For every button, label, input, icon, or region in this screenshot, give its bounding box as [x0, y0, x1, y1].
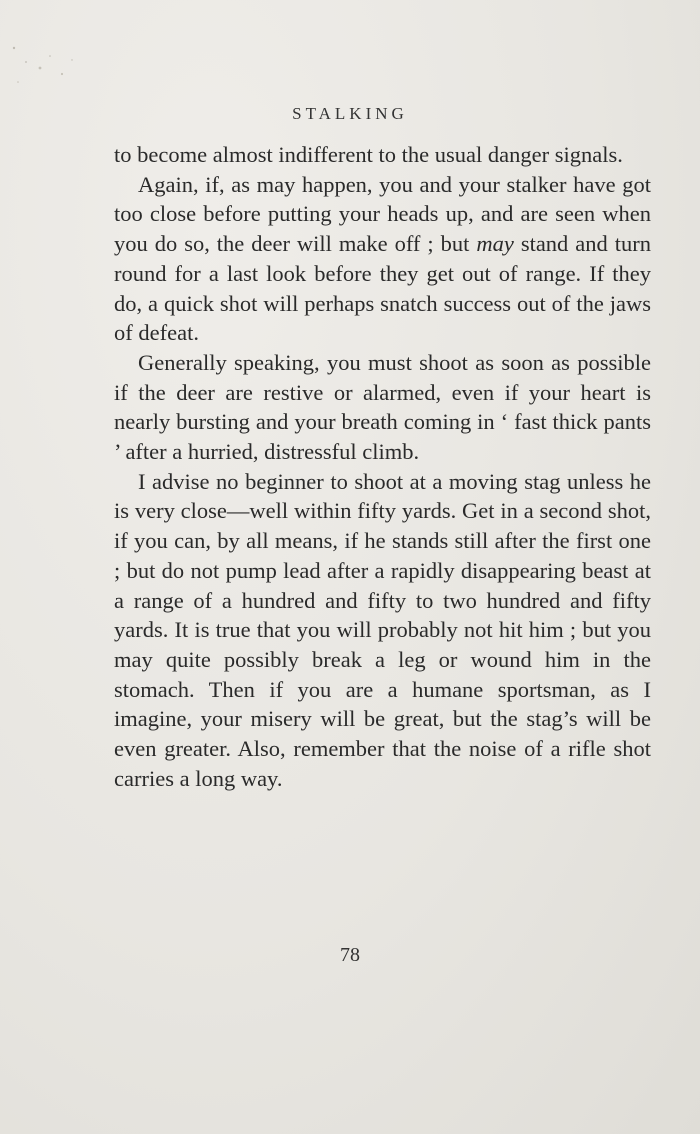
paragraph-2-text-after: stand and turn round for a last look before they get out of range. If they do, a quick shot will perhaps snatch success out of the jaws of defeat. — [114, 231, 651, 346]
paragraph-2 — [114, 170, 651, 348]
paragraph-2-text-before: Again, if, as may happen, you and your stalker have got too close before putting your heads up, and are seen when you do so, the deer will make off ; but — [114, 171, 651, 257]
page-number: 78 — [340, 944, 360, 966]
paragraph-4: I advise no beginner to shoot at a moving stag unless he is very close—well within fifty yards. Get in a second shot, if you can, by all means, if he stands still after the first one ; but do not pump lead after a rapidly disappearing beast at a range of a hundred and fifty to two hundred and fifty yards. It is true that you will probably not hit him ; but you may quite possibly break a leg or wound him in the stomach. Then if you are a humane sportsman, as I imagine, your misery will be great, but the stag’s will be even greater. Also, remember that the noise of a rifle shot carries a long way. — [114, 468, 651, 791]
paper-stain-marks — [6, 38, 86, 98]
paragraph-3: Generally speaking, you must shoot as soon as possible if the deer are restive or alarmed, even if your heart is nearly bursting and your breath coming in ‘ fast thick pants ’ after a hurried, distressful climb. — [114, 349, 651, 465]
paragraph-2-emphasis: may — [476, 231, 514, 257]
body-text — [114, 140, 651, 793]
paragraph-1: to become almost indifferent to the usual danger signals. — [114, 142, 623, 167]
running-header: STALKING — [292, 104, 408, 123]
